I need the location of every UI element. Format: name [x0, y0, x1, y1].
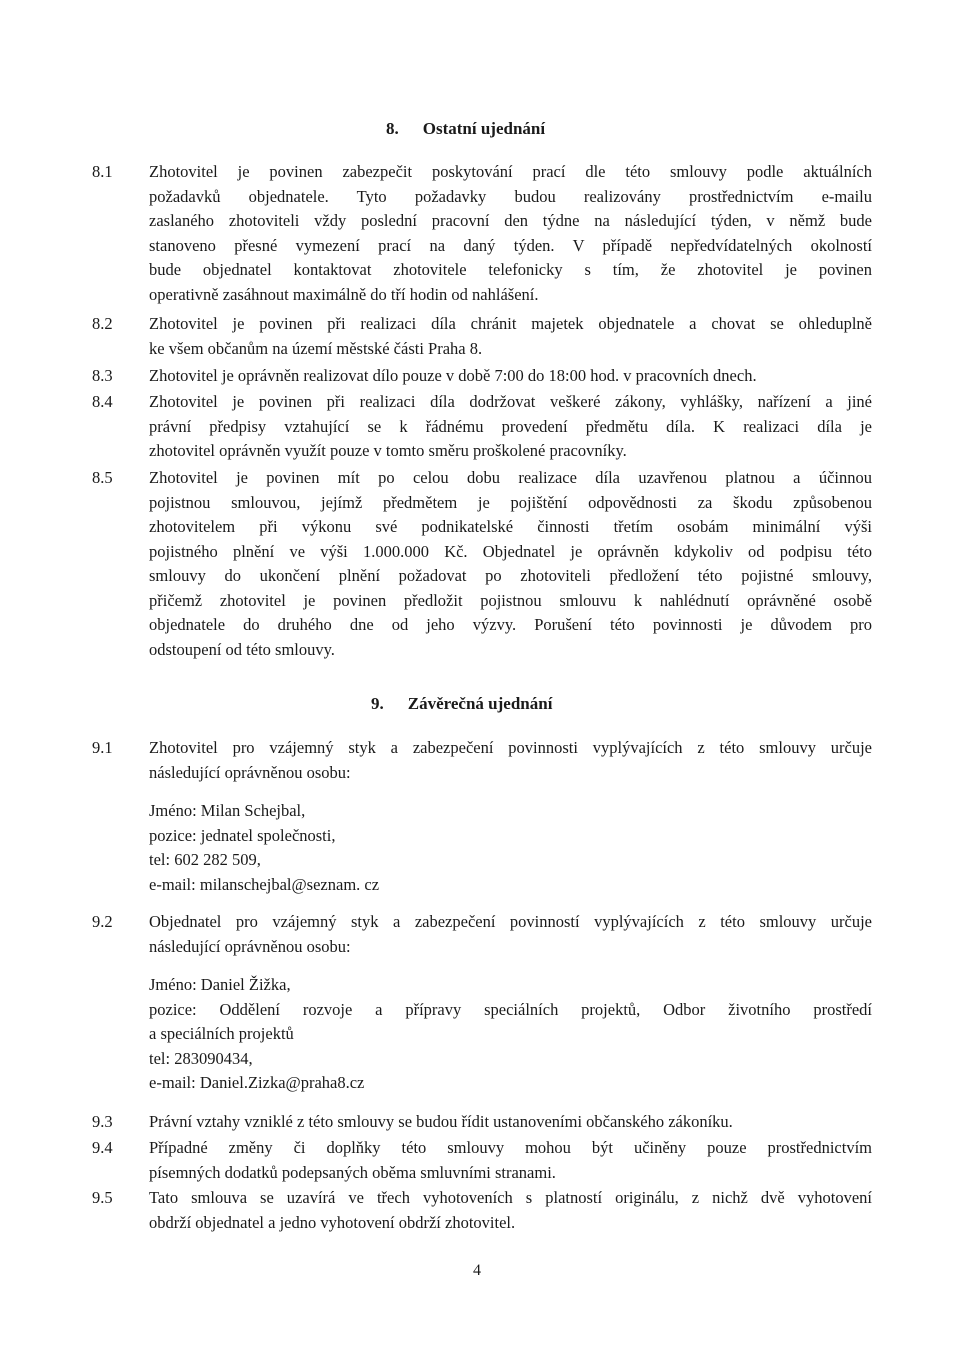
clause-line: Tato smlouva se uzavírá ve třech vyhotoveních s platností originálu, z nichž dvě vyhotovení — [149, 1188, 872, 1207]
contact-position: pozice: Oddělení rozvoje a přípravy speciálních projektů, Odbor životního prostředí — [149, 999, 872, 1019]
clause-line: bude objednatel kontaktovat zhotovitele telefonicky s tím, že zhotovitel je povinen — [149, 260, 872, 279]
clause-line: Zhotovitel je povinen při realizaci díla chránit majetek objednatele a chovat se ohleduplně — [149, 314, 872, 333]
clause-number: 9.5 — [92, 1188, 113, 1207]
clause-number: 9.2 — [92, 912, 113, 931]
contact-name: Jméno: Daniel Žižka, — [149, 975, 291, 994]
contact-phone: tel: 283090434, — [149, 1048, 253, 1068]
clause-number: 8.1 — [92, 162, 113, 181]
clause-line: pojistnou smlouvou, jejímž předmětem je pojištění odpovědnosti za škodu způsobenou — [149, 492, 872, 512]
clause-line: obdrží objednatel a jedno vyhotovení obdrží zhotovitel. — [149, 1212, 516, 1232]
section-9-title: Závěrečná ujednání — [407, 694, 553, 713]
clause-line: zhotovitelem při výkonu své podnikatelské činnosti třetím osobám minimální výši — [149, 517, 872, 536]
section-8-number: 8. — [386, 119, 399, 138]
contact-name: Jméno: Milan Schejbal, — [149, 801, 306, 820]
clause-line: Zhotovitel pro vzájemný styk a zabezpečení povinnosti vyplývajících z této smlouvy určuje — [149, 738, 872, 757]
clause-text — [149, 736, 872, 897]
clause-line: smlouvy do ukončení plnění požadovat po zhotoviteli předložení této pojistné smlouvy, — [149, 566, 872, 585]
clause-line: následující oprávněnou osobu: — [149, 936, 351, 956]
clause-text — [149, 1136, 872, 1185]
page-number: 4 — [473, 1262, 481, 1279]
contact-position-cont: a speciálních projektů — [149, 1024, 294, 1043]
contact-position: pozice: jednatel společnosti, — [149, 825, 336, 845]
clause-line: Objednatel pro vzájemný styk a zabezpečení povinností vyplývajících z této smlouvy určuje — [149, 912, 872, 931]
clause-number: 9.1 — [92, 738, 113, 757]
clause-line: Zhotovitel je povinen zabezpečit poskytování prací dle této smlouvy podle aktuálních — [149, 162, 872, 181]
clause-line: pojistného plnění ve výši 1.000.000 Kč. Objednatel je oprávněn kdykoliv od podpisu této — [149, 541, 872, 561]
clause-number: 8.2 — [92, 314, 113, 333]
clause-number: 8.4 — [92, 392, 113, 411]
clause-text — [149, 160, 872, 307]
clause-text — [149, 312, 872, 361]
clause-text — [149, 910, 872, 1096]
clause-line: Právní vztahy vzniklé z této smlouvy se budou řídit ustanoveními občanského zákoníku. — [149, 1112, 733, 1131]
clause-line: Případné změny či doplňky této smlouvy mohou být učiněny pouze prostřednictvím — [149, 1138, 872, 1157]
section-8-title: Ostatní ujednání — [422, 119, 546, 138]
clause-line: operativně zasáhnout maximálně do tří hodin od nahlášení. — [149, 284, 539, 304]
clause-number: 8.5 — [92, 468, 113, 487]
clause-line: ke všem občanům na území městské části Praha 8. — [149, 338, 483, 358]
clause-line: právní předpisy vztahující se k řádnému provedení předmětu díla. K realizaci díla je — [149, 416, 872, 436]
contact-block — [149, 799, 872, 897]
clause-number: 8.3 — [92, 366, 113, 385]
clause-line: následující oprávněnou osobu: — [149, 762, 351, 782]
contact-phone: tel: 602 282 509, — [149, 850, 261, 869]
contact-email: e-mail: Daniel.Zizka@praha8.cz — [149, 1073, 365, 1092]
clause-line: zhotovitel oprávněn využít pouze v tomto směru proškolené pracovníky. — [149, 441, 627, 460]
clause-line: Zhotovitel je povinen při realizaci díla dodržovat veškeré zákony, vyhlášky, nařízení a jiné — [149, 392, 872, 411]
clause-line: Zhotovitel je povinen mít po celou dobu realizace díla uzavřenou platnou a účinnou — [149, 468, 872, 487]
clause-text — [149, 364, 872, 389]
clause-line: písemných dodatků podepsaných oběma smluvními stranami. — [149, 1162, 556, 1182]
clause-number: 9.4 — [92, 1138, 113, 1157]
section-9-heading — [371, 694, 552, 714]
contact-email: e-mail: milanschejbal@seznam. cz — [149, 874, 380, 894]
clause-line: objednatele do druhého dne od jeho výzvy. Porušení této povinnosti je důvodem pro — [149, 615, 872, 634]
clause-text — [149, 1186, 872, 1235]
clause-number: 9.3 — [92, 1112, 113, 1131]
clause-line: stanoveno přesné vymezení prací na daný týden. V případě nepředvídatelných okolností — [149, 235, 872, 255]
clause-line: přičemž zhotovitel je povinen předložit pojistnou smlouvu k nahlédnutí oprávněné osobě — [149, 590, 872, 610]
section-9-number: 9. — [371, 694, 384, 713]
clause-text — [149, 466, 872, 662]
clause-text — [149, 1110, 872, 1135]
clause-line: zaslaného zhotoviteli vždy poslední pracovní den týdne na následující týden, v němž bude — [149, 211, 872, 230]
contact-block — [149, 973, 872, 1096]
clause-line: požadavků objednatele. Tyto požadavky budou realizovány prostřednictvím e-mailu — [149, 186, 872, 206]
clause-line: odstoupení od této smlouvy. — [149, 639, 335, 659]
clause-text — [149, 390, 872, 464]
clause-line: Zhotovitel je oprávněn realizovat dílo pouze v době 7:00 do 18:00 hod. v pracovních dnech. — [149, 366, 757, 385]
section-8-heading — [386, 119, 545, 139]
